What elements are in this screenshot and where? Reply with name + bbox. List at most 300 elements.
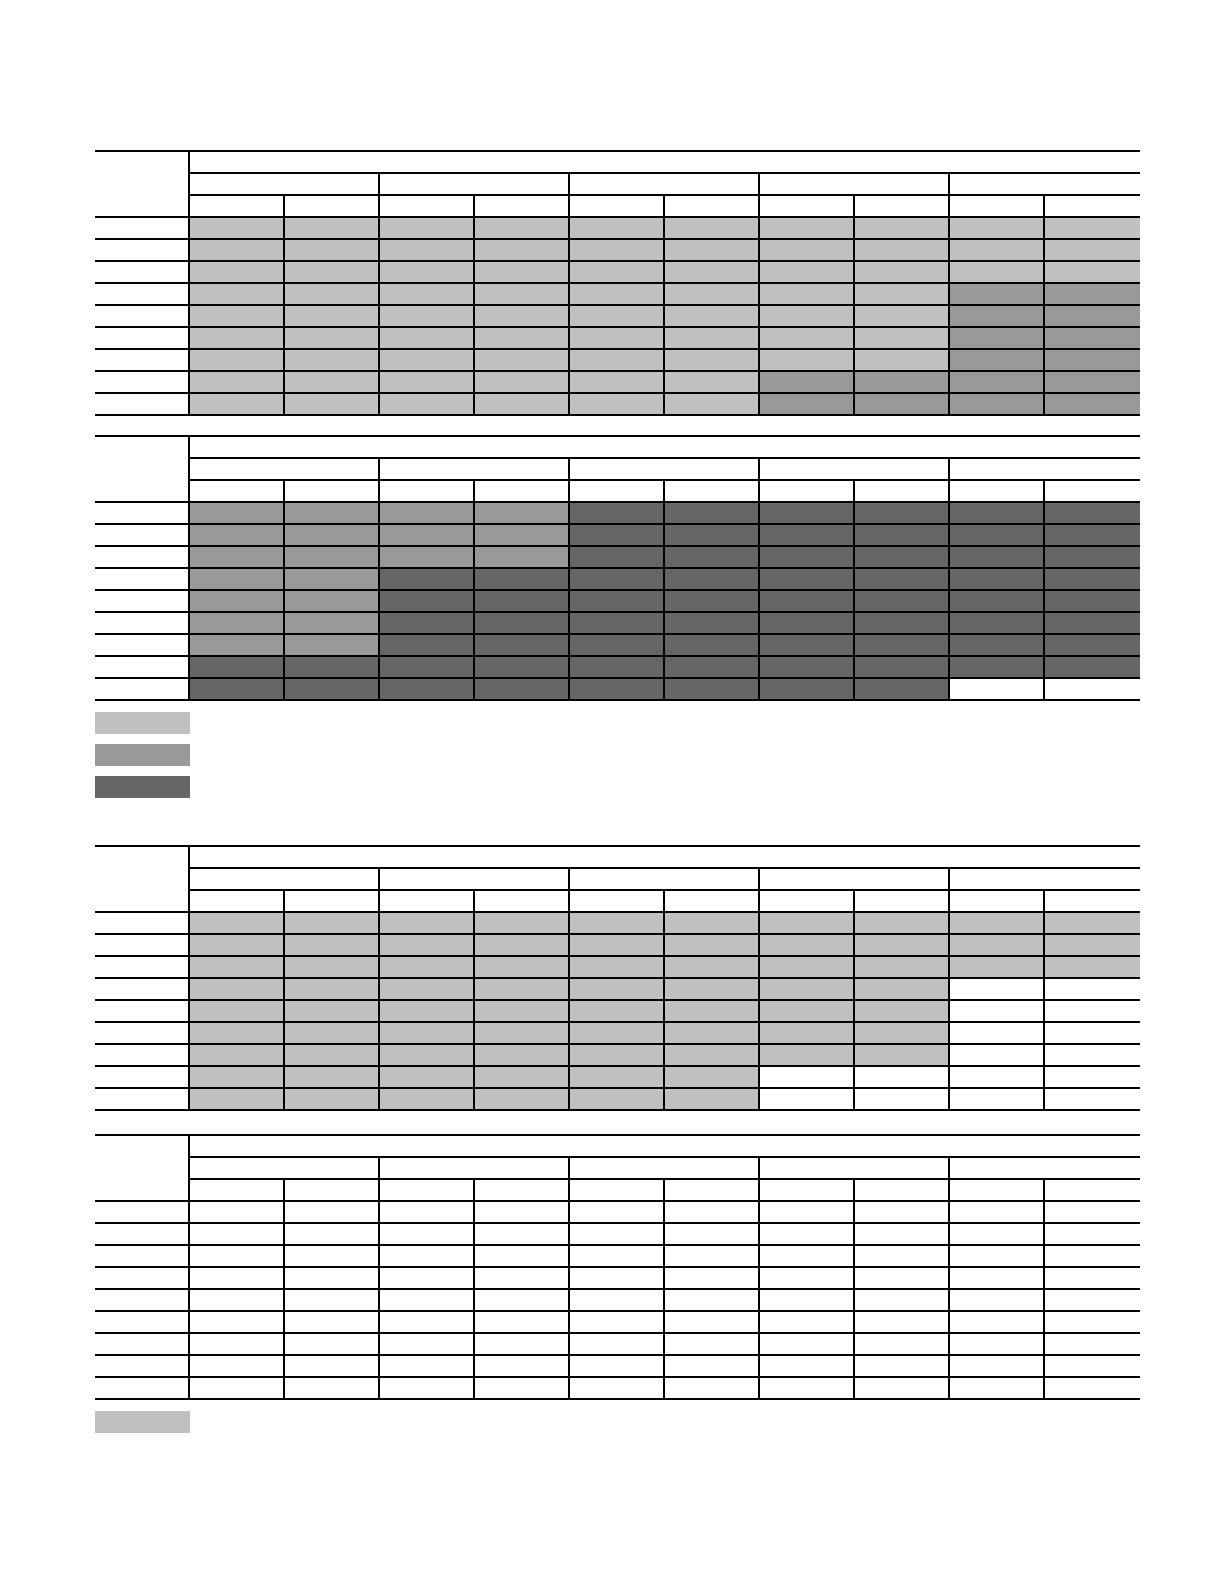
table-row-label — [95, 567, 190, 589]
table-cell — [855, 304, 950, 326]
table-cell — [760, 1288, 855, 1310]
table-cell — [1045, 1043, 1140, 1065]
table-cell — [190, 1332, 285, 1354]
table-cell — [760, 1222, 855, 1244]
table-cell — [475, 260, 570, 282]
table-cell — [380, 1266, 475, 1288]
table-cell — [570, 633, 665, 655]
table-cell — [285, 1376, 380, 1400]
table-cell — [950, 1043, 1045, 1065]
table-row-label — [95, 501, 190, 523]
table-header-subcell — [665, 889, 760, 911]
table-cell — [475, 1087, 570, 1111]
table-cell — [570, 392, 665, 416]
table-cell — [570, 1376, 665, 1400]
table-cell — [950, 523, 1045, 545]
table-cell — [380, 545, 475, 567]
table-row-label — [95, 977, 190, 999]
table-cell — [570, 1043, 665, 1065]
table-cell — [760, 1065, 855, 1087]
table-header-group — [570, 867, 760, 889]
table-header-subcell — [665, 1178, 760, 1200]
table-row-label — [95, 633, 190, 655]
table-cell — [665, 260, 760, 282]
table-cell — [855, 392, 950, 416]
table-cell — [475, 633, 570, 655]
table-cell — [190, 633, 285, 655]
table-cell — [380, 955, 475, 977]
table-cell — [475, 1310, 570, 1332]
table-cell — [380, 567, 475, 589]
table-cell — [950, 1288, 1045, 1310]
table-cell — [760, 1354, 855, 1376]
table-cell — [950, 977, 1045, 999]
table-cell — [665, 999, 760, 1021]
table-cell — [570, 501, 665, 523]
table-cell — [855, 655, 950, 677]
table-cell — [950, 999, 1045, 1021]
table-row-label — [95, 655, 190, 677]
table-header-subcell — [570, 194, 665, 216]
table-cell — [285, 1087, 380, 1111]
table-cell — [665, 1065, 760, 1087]
table-cell — [190, 1376, 285, 1400]
table-cell — [950, 655, 1045, 677]
table-cell — [855, 260, 950, 282]
table-cell — [855, 1021, 950, 1043]
table-corner-cell — [95, 435, 190, 501]
table-row-label — [95, 370, 190, 392]
table-cell — [855, 633, 950, 655]
table-cell — [950, 1376, 1045, 1400]
table-cell — [380, 999, 475, 1021]
table-header-subcell — [475, 479, 570, 501]
table-row-label — [95, 1244, 190, 1266]
table-cell — [380, 655, 475, 677]
table-cell — [665, 1376, 760, 1400]
table-header-subcell — [950, 194, 1045, 216]
table-cell — [855, 611, 950, 633]
table-header-subcell — [475, 1178, 570, 1200]
table-cell — [950, 911, 1045, 933]
table-cell — [760, 1021, 855, 1043]
table-cell — [950, 611, 1045, 633]
table-cell — [380, 282, 475, 304]
table-cell — [950, 370, 1045, 392]
table-row-label — [95, 523, 190, 545]
table-cell — [950, 216, 1045, 238]
table-cell — [570, 1087, 665, 1111]
table-cell — [1045, 523, 1140, 545]
table-cell — [190, 326, 285, 348]
table-cell — [1045, 977, 1140, 999]
table-cell — [760, 523, 855, 545]
table-cell — [570, 1244, 665, 1266]
table-cell — [475, 999, 570, 1021]
table-header-subcell — [285, 889, 380, 911]
table-header-subcell — [760, 479, 855, 501]
table-cell — [760, 1266, 855, 1288]
table-cell — [475, 611, 570, 633]
table-header-span — [190, 845, 1140, 867]
table-cell — [665, 1200, 760, 1222]
table-cell — [665, 1021, 760, 1043]
legend-swatch-light — [95, 1411, 190, 1433]
table-cell — [190, 216, 285, 238]
table-cell — [855, 348, 950, 370]
table-cell — [190, 589, 285, 611]
table-cell — [570, 955, 665, 977]
table-header-span — [190, 150, 1140, 172]
table-cell — [1045, 1332, 1140, 1354]
table-cell — [380, 370, 475, 392]
table-cell — [285, 392, 380, 416]
table-header-subcell — [190, 479, 285, 501]
table-cell — [570, 911, 665, 933]
table-cell — [475, 326, 570, 348]
table-cell — [950, 1310, 1045, 1332]
table-cell — [570, 545, 665, 567]
table-header-subcell — [855, 194, 950, 216]
table-row-label — [95, 1087, 190, 1111]
table-header-group — [760, 457, 950, 479]
table-cell — [1045, 282, 1140, 304]
table-cell — [665, 238, 760, 260]
table-row-label — [95, 911, 190, 933]
table-header-group — [380, 867, 570, 889]
table-cell — [570, 1222, 665, 1244]
table-header-group — [760, 1156, 950, 1178]
table-row-label — [95, 589, 190, 611]
table-cell — [855, 999, 950, 1021]
table-cell — [665, 611, 760, 633]
table-header-subcell — [190, 1178, 285, 1200]
table-cell — [760, 1043, 855, 1065]
table-cell — [950, 589, 1045, 611]
table-row-label — [95, 392, 190, 416]
table-cell — [380, 977, 475, 999]
table-cell — [570, 611, 665, 633]
table-header-group — [190, 172, 380, 194]
table-cell — [950, 260, 1045, 282]
table-cell — [380, 1087, 475, 1111]
table-row-label — [95, 955, 190, 977]
table-cell — [380, 1021, 475, 1043]
table-cell — [950, 1332, 1045, 1354]
table-cell — [665, 216, 760, 238]
table-row-label — [95, 1043, 190, 1065]
table-header-group — [570, 172, 760, 194]
table-cell — [855, 933, 950, 955]
table-cell — [190, 282, 285, 304]
table-cell — [760, 999, 855, 1021]
table-cell — [190, 1310, 285, 1332]
table-cell — [950, 633, 1045, 655]
table-cell — [475, 1043, 570, 1065]
table-cell — [475, 911, 570, 933]
table-cell — [665, 1310, 760, 1332]
table-cell — [190, 999, 285, 1021]
table-cell — [475, 545, 570, 567]
table-cell — [190, 545, 285, 567]
table-cell — [190, 260, 285, 282]
table-cell — [475, 523, 570, 545]
table-cell — [190, 238, 285, 260]
table-cell — [475, 977, 570, 999]
table-cell — [285, 1021, 380, 1043]
table-header-subcell — [1045, 479, 1140, 501]
table-cell — [380, 216, 475, 238]
table-cell — [760, 955, 855, 977]
table-row-label — [95, 1200, 190, 1222]
legend-swatch-light — [95, 712, 190, 734]
table-cell — [760, 567, 855, 589]
table-cell — [285, 216, 380, 238]
table-cell — [475, 955, 570, 977]
table-cell — [665, 282, 760, 304]
table-cell — [570, 933, 665, 955]
table-cell — [285, 501, 380, 523]
table-cell — [950, 1266, 1045, 1288]
table-header-subcell — [1045, 194, 1140, 216]
table-cell — [380, 304, 475, 326]
table-header-subcell — [380, 889, 475, 911]
table-corner-cell — [95, 1134, 190, 1200]
table-cell — [475, 567, 570, 589]
table-cell — [285, 238, 380, 260]
table-cell — [665, 1354, 760, 1376]
table-cell — [570, 304, 665, 326]
table-cell — [665, 304, 760, 326]
table-header-subcell — [855, 889, 950, 911]
table-cell — [190, 655, 285, 677]
table-header-group — [190, 457, 380, 479]
table-cell — [570, 326, 665, 348]
table-cell — [1045, 999, 1140, 1021]
table-cell — [475, 1065, 570, 1087]
table-header-subcell — [950, 889, 1045, 911]
table-row-label — [95, 1266, 190, 1288]
table-cell — [1045, 1354, 1140, 1376]
table-cell — [950, 238, 1045, 260]
table-cell — [570, 589, 665, 611]
table-header-subcell — [760, 194, 855, 216]
table-header-group — [760, 172, 950, 194]
table-cell — [855, 955, 950, 977]
shade-table-3 — [95, 845, 1140, 1111]
table-row-label — [95, 1354, 190, 1376]
table-cell — [1045, 1244, 1140, 1266]
table-cell — [665, 655, 760, 677]
table-header-subcell — [855, 479, 950, 501]
table-cell — [380, 1354, 475, 1376]
table-cell — [855, 677, 950, 701]
table-header-group — [190, 867, 380, 889]
table-cell — [760, 282, 855, 304]
table-cell — [380, 1222, 475, 1244]
table-cell — [760, 348, 855, 370]
table-row-label — [95, 1332, 190, 1354]
table-cell — [665, 326, 760, 348]
table-cell — [380, 677, 475, 701]
table-cell — [950, 1021, 1045, 1043]
table-header-subcell — [760, 1178, 855, 1200]
table-cell — [855, 282, 950, 304]
table-cell — [570, 1332, 665, 1354]
table-cell — [570, 1354, 665, 1376]
table-cell — [570, 999, 665, 1021]
table-cell — [1045, 1266, 1140, 1288]
table-cell — [950, 933, 1045, 955]
table-cell — [570, 1200, 665, 1222]
table-cell — [190, 348, 285, 370]
table-cell — [190, 523, 285, 545]
table-cell — [380, 1244, 475, 1266]
table-cell — [190, 1065, 285, 1087]
table-cell — [285, 911, 380, 933]
table-cell — [190, 304, 285, 326]
table-cell — [190, 392, 285, 416]
table-cell — [855, 911, 950, 933]
table-cell — [1045, 611, 1140, 633]
table-header-group — [380, 457, 570, 479]
table-cell — [855, 523, 950, 545]
table-cell — [380, 589, 475, 611]
table-cell — [285, 955, 380, 977]
table-cell — [950, 545, 1045, 567]
table-cell — [285, 655, 380, 677]
table-cell — [570, 677, 665, 701]
table-cell — [855, 1200, 950, 1222]
table-cell — [285, 1200, 380, 1222]
table-cell — [1045, 677, 1140, 701]
table-row-label — [95, 1288, 190, 1310]
table-cell — [1045, 304, 1140, 326]
table-row-label — [95, 1376, 190, 1400]
shade-table-1 — [95, 150, 1140, 416]
table-cell — [380, 260, 475, 282]
table-cell — [190, 677, 285, 701]
table-cell — [950, 1222, 1045, 1244]
table-cell — [760, 1376, 855, 1400]
table-cell — [475, 655, 570, 677]
table-header-subcell — [1045, 889, 1140, 911]
table-row-label — [95, 999, 190, 1021]
table-header-subcell — [190, 889, 285, 911]
table-cell — [1045, 1087, 1140, 1111]
table-cell — [1045, 326, 1140, 348]
table-cell — [760, 633, 855, 655]
table-cell — [665, 1222, 760, 1244]
table-cell — [665, 370, 760, 392]
table-row-label — [95, 326, 190, 348]
table-cell — [475, 216, 570, 238]
table-cell — [855, 326, 950, 348]
table-header-group — [950, 1156, 1140, 1178]
table-corner-cell — [95, 845, 190, 911]
table-row-label — [95, 1310, 190, 1332]
table-cell — [1045, 633, 1140, 655]
table-cell — [665, 545, 760, 567]
table-cell — [760, 655, 855, 677]
table-cell — [760, 392, 855, 416]
table-cell — [760, 977, 855, 999]
table-cell — [1045, 911, 1140, 933]
table-cell — [190, 1087, 285, 1111]
table-header-group — [570, 457, 760, 479]
table-header-group — [760, 867, 950, 889]
table-cell — [475, 238, 570, 260]
table-cell — [190, 1222, 285, 1244]
table-header-subcell — [760, 889, 855, 911]
table-cell — [665, 1266, 760, 1288]
table-cell — [285, 633, 380, 655]
table-cell — [475, 1244, 570, 1266]
table-cell — [855, 1065, 950, 1087]
table-cell — [190, 611, 285, 633]
table-cell — [950, 282, 1045, 304]
table-cell — [855, 567, 950, 589]
table-cell — [285, 1043, 380, 1065]
table-row-label — [95, 1065, 190, 1087]
table-cell — [380, 933, 475, 955]
table-cell — [1045, 1222, 1140, 1244]
table-header-subcell — [570, 479, 665, 501]
legend-swatch-dark — [95, 776, 190, 798]
table-header-subcell — [475, 889, 570, 911]
table-cell — [1045, 1310, 1140, 1332]
table-cell — [285, 282, 380, 304]
table-cell — [190, 1021, 285, 1043]
table-cell — [1045, 260, 1140, 282]
table-header-group — [190, 1156, 380, 1178]
table-cell — [380, 1332, 475, 1354]
table-cell — [285, 304, 380, 326]
table-cell — [665, 1043, 760, 1065]
table-cell — [1045, 216, 1140, 238]
table-cell — [570, 370, 665, 392]
table-cell — [950, 501, 1045, 523]
table-cell — [570, 567, 665, 589]
table-cell — [665, 589, 760, 611]
table-cell — [1045, 348, 1140, 370]
table-header-subcell — [1045, 1178, 1140, 1200]
table-cell — [285, 567, 380, 589]
table-cell — [950, 567, 1045, 589]
table-row-label — [95, 304, 190, 326]
table-cell — [285, 1310, 380, 1332]
table-cell — [475, 933, 570, 955]
table-header-group — [950, 172, 1140, 194]
table-cell — [285, 1332, 380, 1354]
table-cell — [1045, 933, 1140, 955]
table-cell — [380, 238, 475, 260]
table-cell — [665, 523, 760, 545]
table-cell — [1045, 545, 1140, 567]
table-cell — [760, 260, 855, 282]
table-header-subcell — [285, 1178, 380, 1200]
table-cell — [1045, 501, 1140, 523]
table-cell — [380, 1043, 475, 1065]
table-cell — [380, 501, 475, 523]
table-cell — [760, 370, 855, 392]
table-header-span — [190, 435, 1140, 457]
table-cell — [380, 1065, 475, 1087]
table-cell — [760, 326, 855, 348]
table-cell — [855, 1043, 950, 1065]
table-header-subcell — [380, 194, 475, 216]
table-cell — [1045, 1376, 1140, 1400]
